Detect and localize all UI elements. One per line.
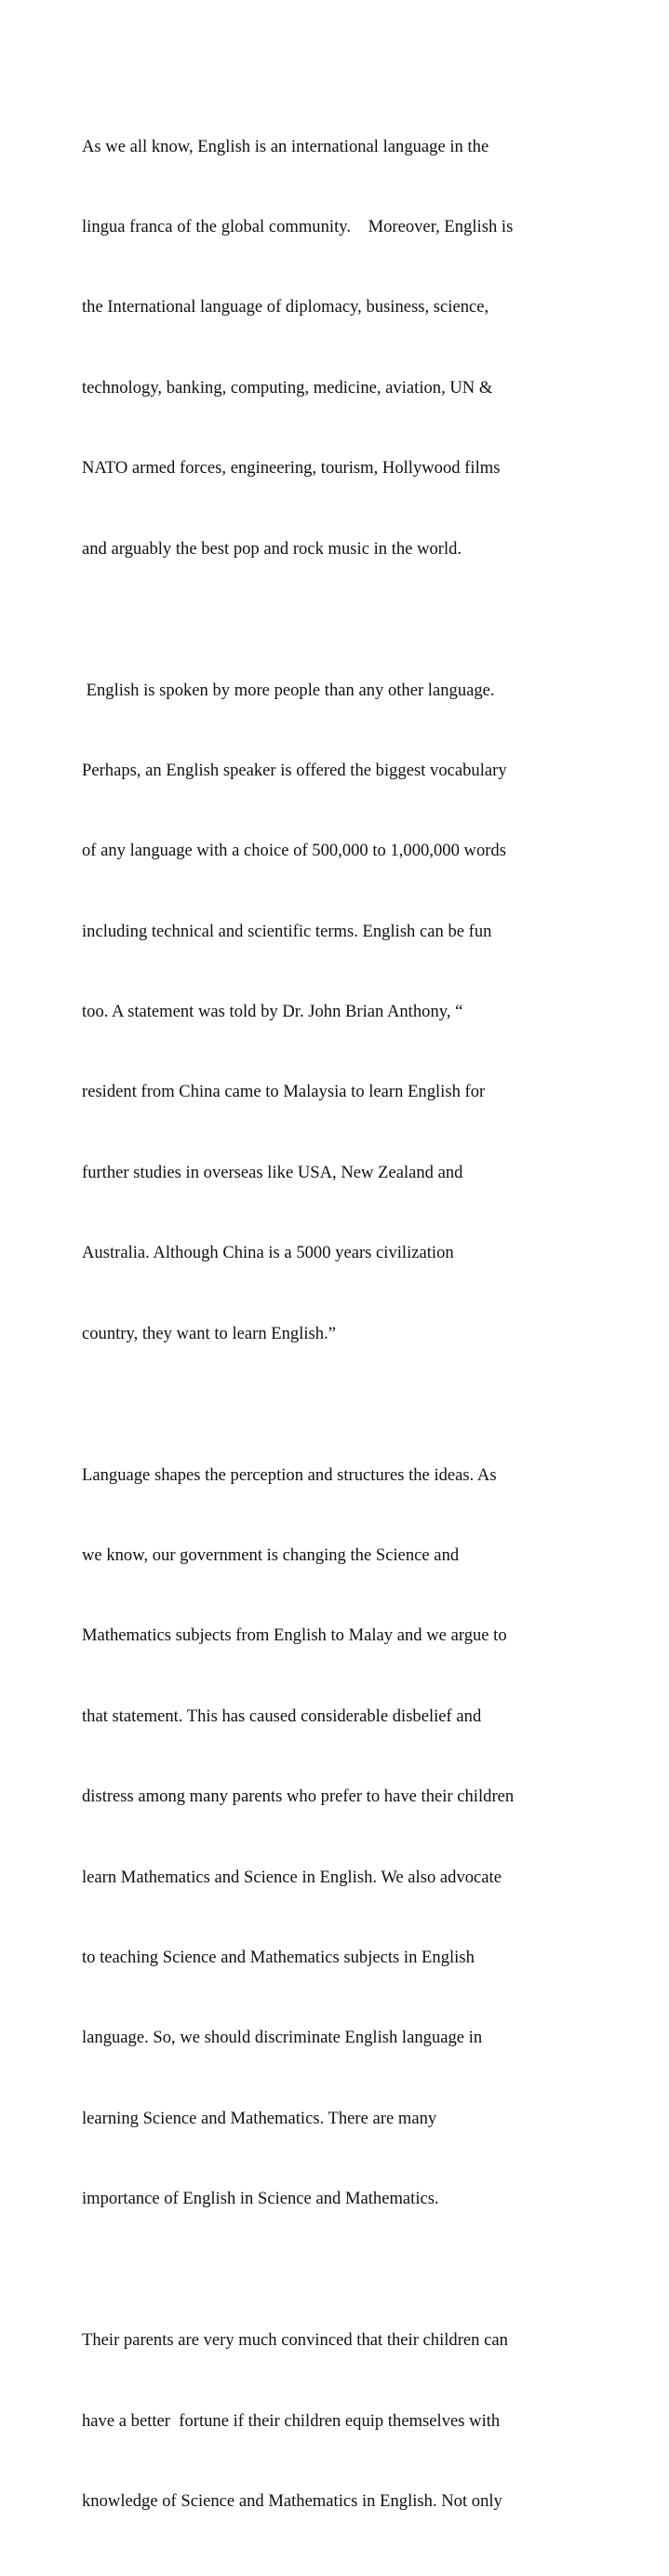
text-line: of any language with a choice of 500,000 to 1,000,000 words [82,841,506,861]
text-line: As we all know, English is an international language in the [82,136,489,156]
text-line: technology, banking, computing, medicine, aviation, UN & [82,377,493,398]
text-line: Language shapes the perception and structures the ideas. As [82,1464,497,1485]
text-line: Mathematics subjects from English to Malay and we argue to [82,1625,507,1646]
text-line: Australia. Although China is a 5000 years civilization [82,1243,454,1263]
text-line: too. A statement was told by Dr. John Brian Anthony, “ [82,1002,463,1022]
text-line: Perhaps, an English speaker is offered the biggest vocabulary [82,760,507,780]
text-line: the International language of diplomacy, business, science, [82,297,489,317]
text-line: including technical and scientific terms. English can be fun [82,921,492,941]
text-line: to teaching Science and Mathematics subjects in English [82,1947,475,1967]
text-line: learn Mathematics and Science in English. We also advocate [82,1867,502,1887]
text-line: and arguably the best pop and rock music in the world. [82,538,462,559]
text-line: language. So, we should discriminate English language in [82,2028,483,2048]
paragraph-3 [82,1409,603,2267]
paragraph-4 [82,2274,603,2569]
text-line: have a better fortune if their children equip themselves with [82,2410,501,2431]
text-line: learning Science and Mathematics. There are many [82,2108,437,2128]
text-line: resident from China came to Malaysia to learn English for [82,1082,486,1102]
document-body [82,80,603,2576]
text-line: Their parents are very much convinced that their children can [82,2330,508,2351]
text-line: country, they want to learn English.” [82,1323,336,1343]
text-line: NATO armed forces, engineering, tourism, Hollywood films [82,458,501,479]
text-line: distress among many parents who prefer to have their children [82,1787,515,1807]
text-line: further studies in overseas like USA, New Zealand and [82,1162,463,1182]
text-line: we know, our government is changing the Science and [82,1545,460,1566]
text-line: importance of English in Science and Mathematics. [82,2189,439,2209]
text-line: knowledge of Science and Mathematics in English. Not only [82,2490,502,2511]
text-line: English is spoken by more people than any other language. [82,680,495,700]
text-line: lingua franca of the global community. Moreover, English is [82,216,514,236]
paragraph-2 [82,624,603,1401]
text-line: that statement. This has caused considerable disbelief and [82,1706,482,1726]
paragraph-1 [82,80,603,616]
